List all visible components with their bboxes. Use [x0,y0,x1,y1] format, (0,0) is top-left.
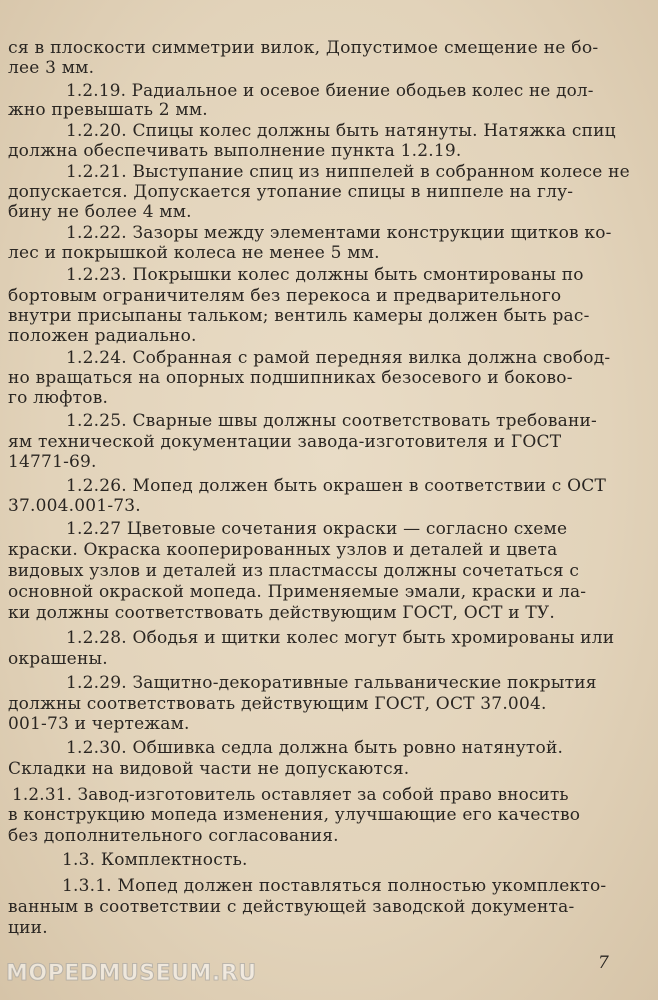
text-line: должна обеспечивать выполнение пункта 1.2.19. [8,141,462,161]
page-number: 7 [598,953,609,973]
text-line: внутри присыпаны тальком; вентиль камеры должен быть рас- [8,306,590,326]
text-line: окрашены. [8,649,108,669]
text-line: 1.2.29. Защитно-декоративные гальванические покрытия [66,673,597,693]
text-line: 1.2.23. Покрышки колес должны быть смонтированы по [66,265,584,285]
text-line: 1.2.22. Зазоры между элементами конструкции щитков ко- [66,223,612,243]
text-line: в конструкцию мопеда изменения, улучшающие его качество [8,805,581,825]
text-line: ям технической документации завода-изготовителя и ГОСТ [8,432,562,452]
text-line: 1.2.24. Собранная с рамой передняя вилка должна свобод- [66,348,611,368]
text-line: 14771-69. [8,452,97,472]
text-line: краски. Окраска кооперированных узлов и деталей и цвета [8,540,558,560]
text-line: ванным в соответствии с действующей заводской документа- [8,897,575,917]
text-line: 1.2.21. Выступание спиц из ниппелей в собранном колесе не [66,162,630,182]
text-line: 001-73 и чертежам. [8,714,190,734]
text-line: ки должны соответствовать действующим ГОСТ, ОСТ и ТУ. [8,603,556,623]
text-line: видовых узлов и деталей из пластмассы должны сочетаться с [8,561,580,581]
text-line: положен радиально. [8,326,197,346]
text-line: Складки на видовой части не допускаются. [8,759,410,779]
text-line: 1.2.20. Спицы колес должны быть натянуты. Натяжка спиц [66,121,616,141]
text-line: 1.2.27 Цветовые сочетания окраски — согласно схеме [66,519,568,539]
text-line: 1.2.30. Обшивка седла должна быть ровно натянутой. [66,738,564,758]
text-line: бину не более 4 мм. [8,202,192,222]
text-line: 1.2.26. Мопед должен быть окрашен в соответствии с ОСТ [66,476,606,496]
text-line: лее 3 мм. [8,58,95,78]
watermark-logo: MOPEDMUSEUM.RU [6,961,257,986]
text-line: 1.2.25. Сварные швы должны соответствовать требовани- [66,411,597,431]
text-line: основной окраской мопеда. Применяемые эмали, краски и ла- [8,582,587,602]
text-line: ции. [8,918,48,938]
text-line: допускается. Допускается утопание спицы в ниппеле на глу- [8,182,574,202]
text-line: 1.2.19. Радиальное и осевое биение ободьев колес не дол- [66,80,594,100]
text-line: ся в плоскости симметрии вилок, Допустимое смещение не бо- [8,38,599,58]
section-heading: 1.3. Комплектность. [62,850,248,870]
text-line: 1.3.1. Мопед должен поставляться полностью укомплекто- [62,876,607,896]
text-line: лес и покрышкой колеса не менее 5 мм. [8,243,380,263]
text-line: жно превышать 2 мм. [8,100,208,120]
text-line: 37.004.001-73. [8,496,141,516]
text-line: 1.2.28. Ободья и щитки колес могут быть хромированы или [66,628,615,648]
text-line: го люфтов. [8,388,109,408]
text-line: но вращаться на опорных подшипниках безосевого и боково- [8,368,573,388]
text-line: должны соответствовать действующим ГОСТ, ОСТ 37.004. [8,694,547,714]
text-line: без дополнительного согласования. [8,826,339,846]
text-line: 1.2.31. Завод-изготовитель оставляет за собой право вносить [12,784,569,804]
text-line: бортовым ограничителям без перекоса и предварительного [8,286,562,306]
